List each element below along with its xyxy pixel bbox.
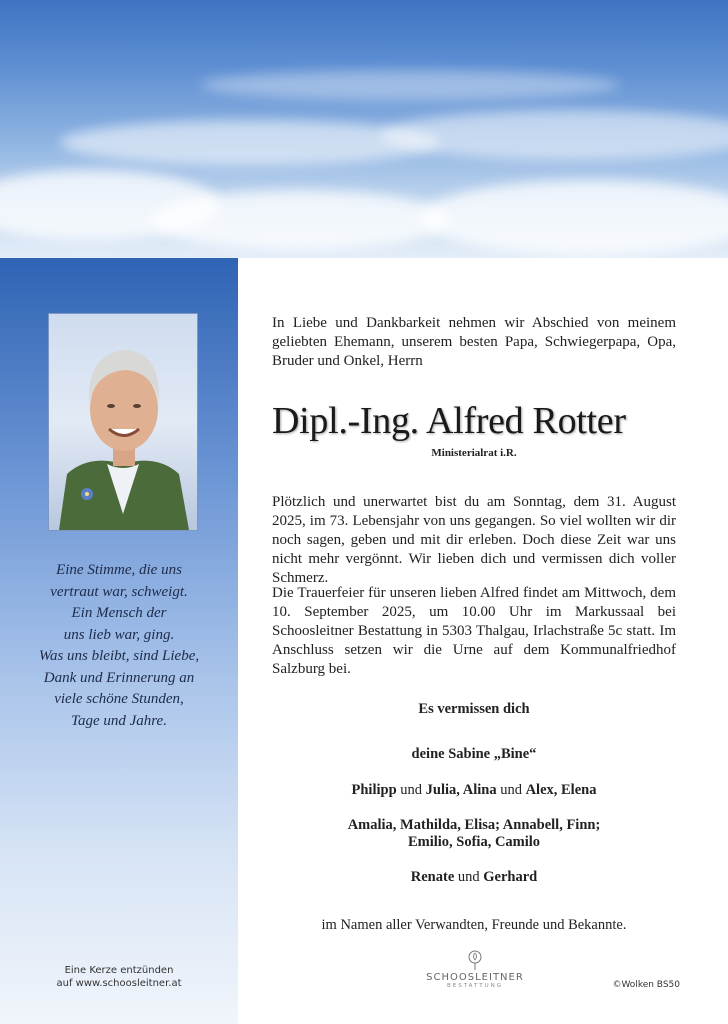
mourner-name: Renate	[410, 869, 455, 885]
spouse-nickname: „Bine“	[493, 746, 537, 762]
sky-header-image	[0, 0, 728, 258]
conjunction: und	[457, 869, 480, 885]
mourner-name: Gerhard	[483, 869, 538, 885]
mourner-name: Philipp	[351, 782, 397, 798]
rose-icon	[466, 950, 484, 970]
logo-sub: BESTATTUNG	[446, 983, 504, 989]
funeral-home-logo	[420, 950, 530, 989]
poem-line: Was uns bleibt, sind Liebe,	[38, 648, 200, 664]
mourners-heading: Es vermissen dich	[418, 701, 530, 717]
candle-link[interactable]: auf www.schoosleitner.at	[56, 978, 182, 989]
conjunction: und	[400, 782, 423, 798]
passing-paragraph: Plötzlich und unerwartet bist du am Sonntag, dem 31. August 2025, im 73. Lebensjahr von uns gegangen. So viel wollten wir dir noch sagen, geben und mit dir erleben. Doch diese Zeit war uns nicht mehr vergönnt. Wir lieben dich und vermissen dich voller Schmerz.	[272, 494, 676, 586]
poem-line: Eine Stimme, die uns	[56, 562, 182, 578]
poem-line: Ein Mensch der	[71, 605, 167, 621]
mourner-name: Julia, Alina	[425, 782, 497, 798]
funeral-paragraph: Die Trauerfeier für unseren lieben Alfred findet am Mittwoch, dem 10. September 2025, um 10.00 Uhr im Markussaal bei Schoosleitner Bestattung in 5303 Thalgau, Irlachstraße 5c statt. Im Anschluss setzen wir die Urne auf dem Kommunalfriedhof Salzburg bei.	[272, 585, 676, 677]
closing-line: im Namen aller Verwandten, Freunde und Bekannte.	[321, 917, 627, 933]
mourners-line-grandchildren-2: Emilio, Sofia, Camilo	[407, 834, 541, 850]
poem-line: Tage und Jahre.	[71, 712, 167, 729]
mourner-name: Alex, Elena	[525, 782, 597, 798]
image-credit: ©Wolken BS50	[612, 980, 680, 990]
intro-text: In Liebe und Dankbarkeit nehmen wir Abschied von meinem geliebten Ehemann, unserem besten Papa, Schwiegerpapa, Opa, Bruder und Onkel, Herrn	[272, 315, 676, 369]
poem-line: uns lieb war, ging.	[63, 626, 175, 643]
mourners-line-children	[272, 781, 676, 799]
poem-line: viele schöne Stunden,	[54, 691, 184, 707]
portrait-photo	[49, 314, 197, 530]
poem-line: Dank und Erinnerung an	[43, 669, 195, 686]
mourners-line-spouse	[272, 745, 676, 763]
candle-note	[0, 964, 238, 990]
deceased-name: Dipl.-Ing. Alfred Rotter	[272, 400, 626, 442]
poem-line: vertraut war, schweigt.	[50, 583, 188, 600]
mourners-line-grandchildren-1: Amalia, Mathilda, Elisa; Annabell, Finn;	[347, 817, 601, 833]
candle-line-1: Eine Kerze entzünden	[64, 965, 174, 976]
deceased-title: Ministerialrat i.R.	[431, 447, 517, 459]
conjunction: und	[500, 782, 522, 798]
spouse-name: deine Sabine	[411, 746, 494, 762]
portrait-illustration	[49, 314, 197, 530]
mourners-line-siblings	[272, 868, 676, 886]
poem	[0, 560, 238, 732]
logo-name: SCHOOSLEITNER	[426, 972, 524, 983]
